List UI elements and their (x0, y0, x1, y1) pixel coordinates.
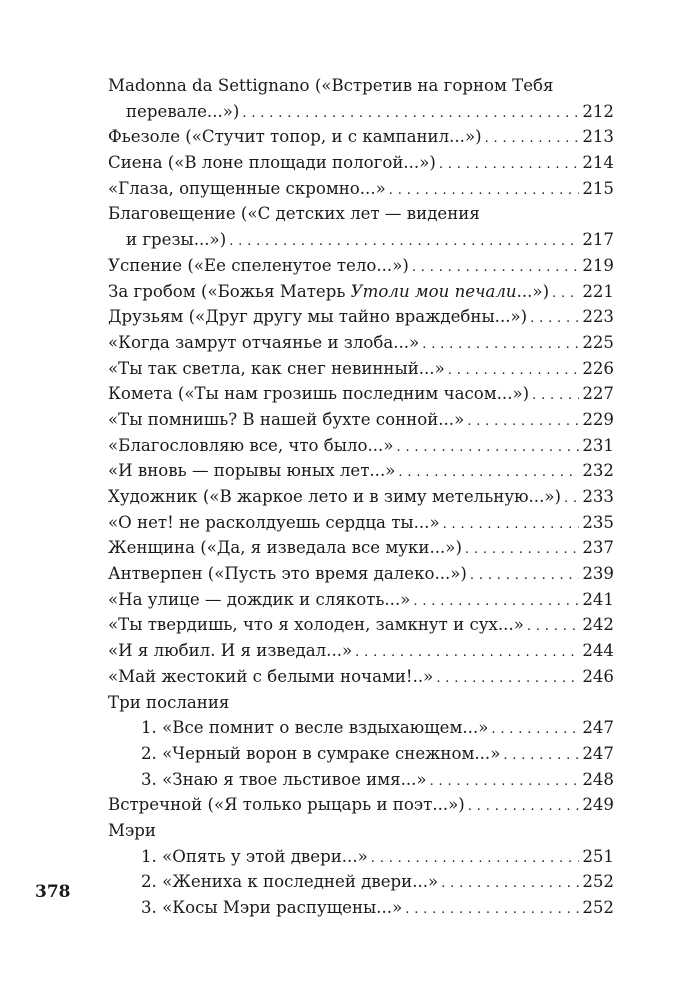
toc-entry-fiesole (108, 124, 614, 150)
toc-subentry-meri-3 (108, 895, 614, 921)
toc-entry-title: Антверпен («Пусть это время далеко...») (108, 564, 467, 584)
toc-entry-ty-tak-svetla (108, 356, 614, 382)
toc-subentry-poslanie-3 (108, 767, 614, 793)
toc-entry-title: перевале...») (126, 101, 240, 121)
toc-entry-title: Комета («Ты нам грозишь последним часом...») (108, 384, 530, 404)
toc-entry-blagoveshchenie-line1 (108, 201, 614, 227)
dot-leader (441, 869, 579, 897)
dot-leader (397, 433, 580, 461)
toc-entry-uspenie (108, 253, 614, 279)
toc-entry-antverpen (108, 561, 614, 587)
toc-entry-title: «О нет! не расколдуешь сердца ты...» (108, 512, 440, 532)
dot-leader (468, 792, 580, 820)
toc-entry-title: Благовещение («С детских лет — видения (108, 204, 480, 224)
dot-leader (530, 304, 579, 332)
toc-entry-page: 212 (582, 101, 614, 121)
toc-entry-title: 1. «Все помнит о весле вздыхающем...» (141, 718, 489, 738)
toc-section-title: Три послания (108, 692, 230, 712)
toc-entry-title: «Ты твердишь, что я холоден, замкнут и сух...» (108, 615, 524, 635)
dot-leader (448, 356, 580, 384)
toc-subentry-poslanie-2 (108, 741, 614, 767)
toc-entry-page: 244 (582, 641, 614, 661)
toc-entry-title: и грезы...») (126, 230, 227, 250)
toc-subentry-meri-2 (108, 869, 614, 895)
dot-leader (485, 124, 580, 152)
toc-entry-title: Сиена («В лоне площади пологой...») (108, 153, 436, 173)
dot-leader (389, 176, 580, 204)
toc-entry-page: 215 (582, 178, 614, 198)
toc-entry-title (108, 279, 549, 305)
dot-leader (503, 741, 579, 769)
toc-entry-title: 2. «Черный ворон в сумраке снежном...» (141, 743, 501, 763)
dot-leader (436, 664, 579, 692)
dot-leader (398, 458, 579, 486)
toc-subentry-meri-1 (108, 844, 614, 870)
toc-entry-title: «Ты так светла, как снег невинный...» (108, 358, 445, 378)
toc-entry-page: 213 (582, 127, 614, 147)
toc-entry-madonna (108, 99, 614, 125)
dot-leader (552, 279, 579, 307)
toc-entry-title-end: ...») (516, 281, 550, 301)
dot-leader (412, 253, 579, 281)
toc-entry-druzyam (108, 304, 614, 330)
toc-entry-page: 226 (582, 358, 614, 378)
dot-leader (439, 150, 579, 178)
dot-leader (532, 381, 579, 409)
toc-entry-page: 247 (582, 718, 614, 738)
toc-entry-title: 1. «Опять у этой двери...» (141, 846, 368, 866)
dot-leader (422, 330, 579, 358)
toc-entry-vstrechnoy (108, 792, 614, 818)
dot-leader (229, 227, 579, 255)
toc-entry-page: 251 (582, 846, 614, 866)
toc-entry-siena (108, 150, 614, 176)
toc-entry-page: 232 (582, 461, 614, 481)
table-of-contents (108, 73, 614, 921)
toc-entry-na-ulitse (108, 587, 614, 613)
toc-entry-page: 249 (582, 795, 614, 815)
toc-entry-title: Художник («В жаркое лето и в зиму метельную...») (108, 487, 561, 506)
toc-entry-page: 235 (582, 512, 614, 532)
toc-entry-page: 221 (582, 281, 614, 301)
toc-entry-page: 231 (582, 435, 614, 455)
toc-entry-title: Фьезоле («Стучит топор, и с кампанил...») (108, 127, 482, 147)
toc-entry-za-grobom (108, 279, 614, 305)
toc-entry-title: «Благословляю все, что было...» (108, 435, 394, 455)
toc-section-meri (108, 818, 614, 844)
toc-entry-i-vnov (108, 458, 614, 484)
dot-leader (564, 484, 579, 512)
toc-entry-title: 3. «Косы Мэри распущены...» (141, 898, 403, 917)
toc-entry-page: 217 (582, 230, 614, 250)
toc-entry-title: «Ты помнишь? В нашей бухте сонной...» (108, 409, 465, 429)
toc-entry-blagoveshchenie (108, 227, 614, 253)
toc-entry-zhenshchina (108, 535, 614, 561)
toc-entry-page: 237 (582, 538, 614, 558)
toc-entry-khudozhnik (108, 484, 614, 510)
toc-entry-page: 227 (582, 384, 614, 404)
dot-leader (355, 638, 579, 666)
toc-entry-page: 219 (582, 255, 614, 275)
toc-entry-page: 252 (582, 898, 614, 917)
toc-entry-ty-tverdish (108, 612, 614, 638)
toc-subentry-poslanie-1 (108, 715, 614, 741)
toc-section-title: Мэри (108, 820, 156, 840)
toc-entry-page: 223 (582, 307, 614, 327)
toc-entry-page: 233 (582, 487, 614, 506)
toc-entry-page: 241 (582, 589, 614, 609)
dot-leader (371, 844, 580, 872)
toc-entry-page: 225 (582, 332, 614, 352)
dot-leader (465, 535, 579, 563)
toc-entry-page: 214 (582, 153, 614, 173)
toc-entry-blagoslovlyayu (108, 433, 614, 459)
toc-entry-title: «Когда замрут отчаянье и злоба...» (108, 332, 420, 352)
dot-leader (242, 99, 579, 127)
toc-entry-title: Встречной («Я только рыцарь и поэт...») (108, 795, 465, 815)
toc-entry-title: «Май жестокий с белыми ночами!..» (108, 666, 434, 686)
toc-entry-glaza (108, 176, 614, 202)
dot-leader (470, 561, 579, 589)
toc-section-tri-poslaniya (108, 690, 614, 716)
toc-entry-title: 3. «Знаю я твое льстивое имя...» (141, 769, 427, 789)
toc-entry-page: 239 (582, 564, 614, 584)
toc-entry-o-net (108, 510, 614, 536)
toc-entry-title: Друзьям («Друг другу мы тайно враждебны...») (108, 307, 528, 327)
dot-leader (413, 587, 579, 615)
dot-leader (467, 407, 579, 435)
toc-entry-title-italic: Утоли мои печали (350, 281, 517, 301)
toc-entry-madonna-line1 (108, 73, 614, 99)
toc-entry-page: 247 (582, 743, 614, 763)
toc-entry-page: 242 (582, 615, 614, 635)
toc-entry-title: «На улице — дождик и слякоть...» (108, 589, 411, 609)
toc-entry-page: 252 (582, 872, 614, 892)
toc-entry-may-zhestokiy (108, 664, 614, 690)
toc-entry-title: Madonna da Settignano («Встретив на горном Тебя (108, 76, 554, 95)
toc-entry-i-ya-lyubil (108, 638, 614, 664)
toc-entry-title-start: За гробом («Божья Матерь (108, 281, 351, 301)
dot-leader (430, 767, 580, 795)
dot-leader (527, 612, 579, 640)
toc-entry-title: Женщина («Да, я изведала все муки...») (108, 538, 462, 558)
dot-leader (405, 895, 579, 923)
dot-leader (443, 510, 580, 538)
page-number: 378 (35, 882, 71, 902)
toc-entry-kometa (108, 381, 614, 407)
toc-entry-page: 246 (582, 666, 614, 686)
toc-entry-page: 248 (582, 769, 614, 789)
toc-entry-title: «Глаза, опущенные скромно...» (108, 178, 386, 198)
dot-leader (491, 715, 579, 743)
toc-entry-kogda-zamrut (108, 330, 614, 356)
toc-entry-ty-pomnish (108, 407, 614, 433)
toc-entry-title: Успение («Ее спеленутое тело...») (108, 255, 409, 275)
toc-entry-title: «И я любил. И я изведал...» (108, 641, 353, 661)
toc-entry-title: «И вновь — порывы юных лет...» (108, 461, 396, 481)
toc-entry-title: 2. «Жениха к последней двери...» (141, 872, 439, 892)
toc-entry-page: 229 (582, 409, 614, 429)
